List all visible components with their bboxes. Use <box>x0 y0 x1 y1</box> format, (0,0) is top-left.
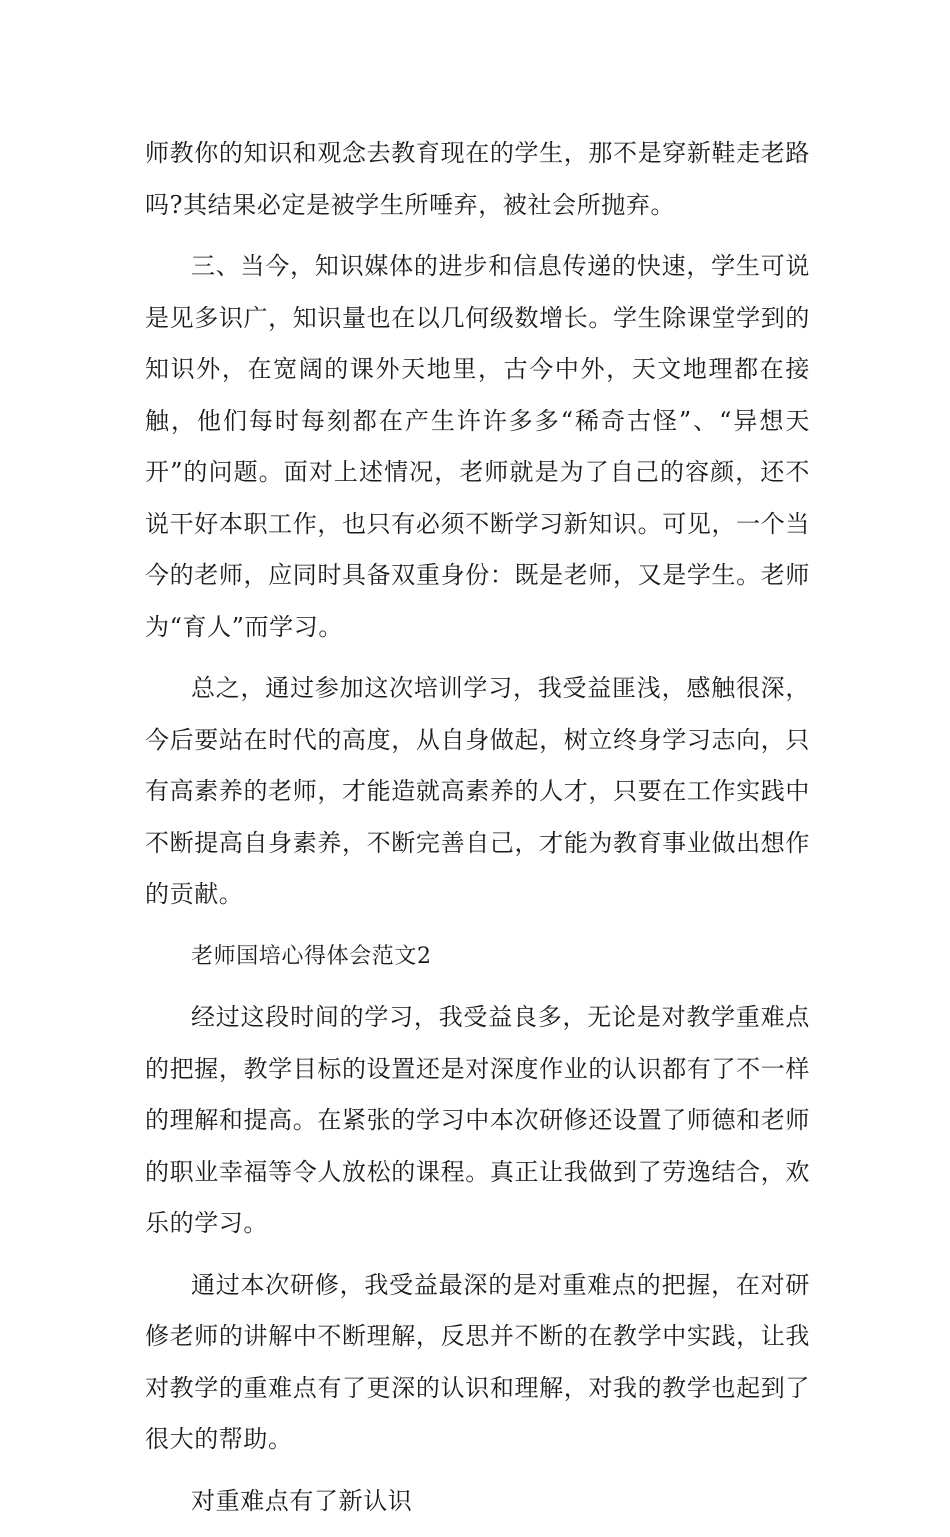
paragraph-study-summary: 经过这段时间的学习，我受益良多，无论是对教学重难点的把握，教学目标的设置还是对深度作业的认识都有了不一样的理解和提高。在紧张的学习中本次研修还设置了师德和老师的职业幸福等令人放松的课程。真正让我做到了劳逸结合，欢乐的学习。 <box>145 1003 810 1237</box>
paragraph-point-three: 三、当今，知识媒体的进步和信息传递的快速，学生可说是见多识广，知识量也在以几何级数增长。学生除课堂学到的知识外，在宽阔的课外天地里，古今中外，天文地理都在接触，他们每时每刻都在产生许许多多“稀奇古怪”、“异想天开”的问题。面对上述情况，老师就是为了自己的容颜，还不说干好本职工作，也只有必须不断学习新知识。可见，一个当今的老师，应同时具备双重身份：既是老师，又是学生。老师为“育人”而学习。 <box>145 252 810 641</box>
paragraph-conclusion: 总之，通过参加这次培训学习，我受益匪浅，感触很深，今后要站在时代的高度，从自身做起，树立终身学习志向，只有高素养的老师，才能造就高素养的人才，只要在工作实践中不断提高自身素养，不断完善自己，才能为教育事业做出想作的贡献。 <box>145 674 810 908</box>
section-heading: 老师国培心得体会范文2 <box>191 943 432 969</box>
document-body <box>145 128 810 1537</box>
paragraph-subheading: 对重难点有了新认识 <box>191 1486 413 1515</box>
paragraph-key-points: 通过本次研修，我受益最深的是对重难点的把握，在对研修老师的讲解中不断理解，反思并不断的在教学中实践，让我对教学的重难点有了更深的认识和理解，对我的教学也起到了很大的帮助。 <box>145 1270 810 1453</box>
paragraph-continuation: 师教你的知识和观念去教育现在的学生，那不是穿新鞋走老路吗?其结果必定是被学生所唾弃，被社会所抛弃。 <box>145 139 810 219</box>
